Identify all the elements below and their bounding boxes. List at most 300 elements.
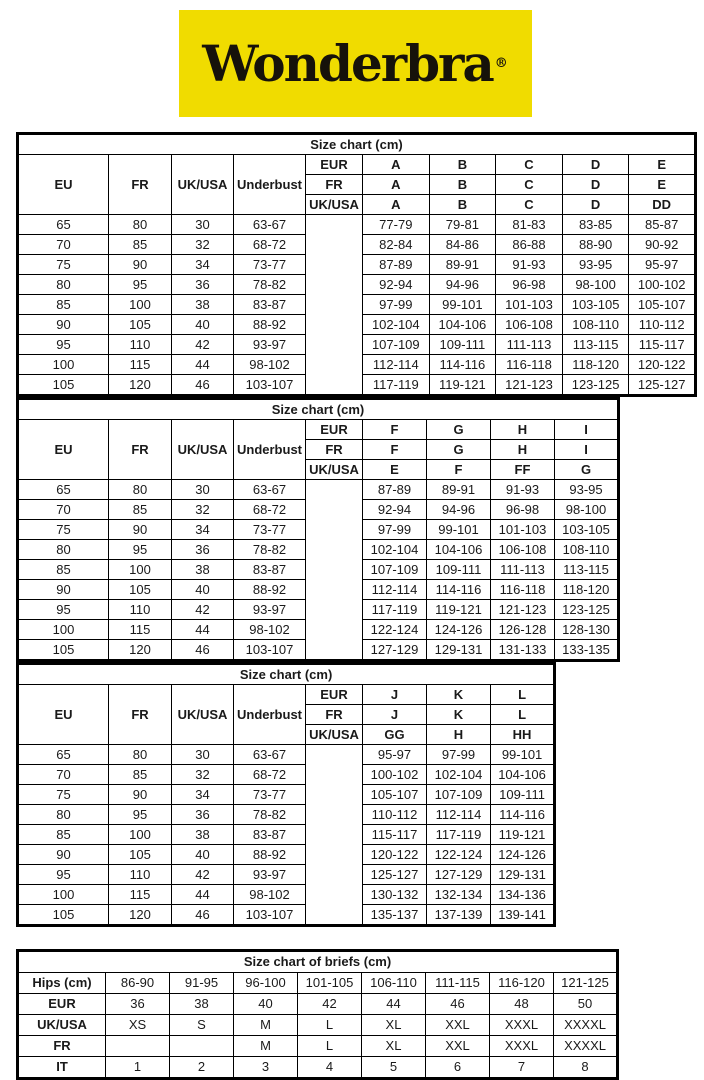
eu-size-cell: 80 — [18, 805, 109, 825]
cup-size-header: K — [427, 705, 491, 725]
eu-size-cell: 95 — [18, 865, 109, 885]
briefs-row — [18, 1015, 618, 1036]
bust-range-cell: 120-122 — [363, 845, 427, 865]
bust-range-cell: 127-129 — [427, 865, 491, 885]
eu-size-cell: 100 — [18, 355, 109, 375]
briefs-size-cell: 7 — [490, 1057, 554, 1079]
bust-range-cell: 128-130 — [555, 620, 619, 640]
bust-range-cell: 94-96 — [429, 275, 496, 295]
uk-usa-size-cell: 34 — [172, 785, 234, 805]
cup-size-header: H — [491, 440, 555, 460]
bust-range-cell: 117-119 — [427, 825, 491, 845]
column-header: UK/USA — [172, 155, 234, 215]
chart-title: Size chart of briefs (cm) — [18, 951, 618, 973]
row-label: UK/USA — [18, 1015, 106, 1036]
fr-size-cell: 95 — [109, 540, 172, 560]
chart-title: Size chart (cm) — [18, 134, 696, 155]
fr-size-cell: 105 — [109, 580, 172, 600]
briefs-size-cell: 1 — [106, 1057, 170, 1079]
bust-range-cell: 118-120 — [555, 580, 619, 600]
size-row — [18, 805, 555, 825]
uk-usa-size-cell: 38 — [172, 560, 234, 580]
briefs-size-cell: XL — [362, 1015, 426, 1036]
underbust-range-cell: 73-77 — [234, 785, 306, 805]
cup-size-header: G — [427, 420, 491, 440]
cup-size-header: C — [496, 175, 563, 195]
underbust-range-cell: 93-97 — [234, 600, 306, 620]
spacer-cell — [306, 745, 363, 926]
bust-range-cell: 101-103 — [496, 295, 563, 315]
bust-range-cell: 125-127 — [629, 375, 696, 396]
cup-size-header: E — [629, 175, 696, 195]
bust-range-cell: 81-83 — [496, 215, 563, 235]
fr-size-cell: 100 — [109, 295, 172, 315]
bust-range-cell: 106-108 — [491, 540, 555, 560]
bust-range-cell: 104-106 — [429, 315, 496, 335]
uk-usa-size-cell: 44 — [172, 620, 234, 640]
bust-range-cell: 102-104 — [363, 315, 430, 335]
bust-range-cell: 110-112 — [363, 805, 427, 825]
briefs-size-cell: 121-125 — [554, 973, 618, 994]
bust-range-cell: 139-141 — [491, 905, 555, 926]
cup-size-header: F — [363, 440, 427, 460]
bust-range-cell: 91-93 — [491, 480, 555, 500]
briefs-row — [18, 994, 618, 1015]
bust-range-cell: 109-111 — [429, 335, 496, 355]
size-row — [18, 215, 696, 235]
briefs-size-cell: 42 — [298, 994, 362, 1015]
fr-size-cell: 110 — [109, 865, 172, 885]
bust-range-cell: 120-122 — [629, 355, 696, 375]
fr-size-cell: 115 — [109, 620, 172, 640]
bust-range-cell: 107-109 — [363, 560, 427, 580]
briefs-chart-container — [16, 949, 694, 1080]
cup-size-header: D — [562, 175, 629, 195]
fr-size-cell: 115 — [109, 885, 172, 905]
underbust-range-cell: 98-102 — [234, 620, 306, 640]
column-header: EU — [18, 685, 109, 745]
registered-trademark-icon: ® — [494, 56, 508, 71]
cup-size-header: A — [363, 195, 430, 215]
column-header: UK/USA — [172, 685, 234, 745]
briefs-size-cell: XL — [362, 1036, 426, 1057]
bust-range-cell: 111-113 — [496, 335, 563, 355]
underbust-range-cell: 88-92 — [234, 580, 306, 600]
bust-range-cell: 112-114 — [427, 805, 491, 825]
cup-size-header: D — [562, 195, 629, 215]
bust-range-cell: 126-128 — [491, 620, 555, 640]
cup-size-header: L — [491, 685, 555, 705]
fr-size-cell: 105 — [109, 315, 172, 335]
fr-size-cell: 90 — [109, 785, 172, 805]
bust-range-cell: 122-124 — [363, 620, 427, 640]
bust-range-cell: 98-100 — [555, 500, 619, 520]
fr-size-cell: 95 — [109, 805, 172, 825]
cup-size-header: C — [496, 195, 563, 215]
bust-range-cell: 86-88 — [496, 235, 563, 255]
bust-range-cell: 130-132 — [363, 885, 427, 905]
bust-range-cell: 97-99 — [427, 745, 491, 765]
briefs-row — [18, 1036, 618, 1057]
bust-range-cell: 119-121 — [429, 375, 496, 396]
bust-range-cell: 87-89 — [363, 255, 430, 275]
bust-range-cell: 84-86 — [429, 235, 496, 255]
bust-range-cell: 107-109 — [427, 785, 491, 805]
briefs-size-cell: XXXL — [490, 1036, 554, 1057]
uk-usa-size-cell: 30 — [172, 215, 234, 235]
underbust-range-cell: 93-97 — [234, 865, 306, 885]
fr-size-cell: 100 — [109, 560, 172, 580]
bust-range-cell: 95-97 — [629, 255, 696, 275]
bust-range-cell: 102-104 — [427, 765, 491, 785]
bust-range-cell: 97-99 — [363, 520, 427, 540]
underbust-range-cell: 78-82 — [234, 275, 306, 295]
region-label: FR — [306, 705, 363, 725]
bust-range-cell: 121-123 — [491, 600, 555, 620]
underbust-range-cell: 93-97 — [234, 335, 306, 355]
briefs-size-cell: 44 — [362, 994, 426, 1015]
bust-range-cell: 132-134 — [427, 885, 491, 905]
bust-range-cell: 96-98 — [491, 500, 555, 520]
eu-size-cell: 65 — [18, 215, 109, 235]
uk-usa-size-cell: 34 — [172, 255, 234, 275]
eu-size-cell: 75 — [18, 785, 109, 805]
briefs-size-cell: L — [298, 1015, 362, 1036]
cup-size-header: L — [491, 705, 555, 725]
region-label: EUR — [306, 420, 363, 440]
column-header: EU — [18, 155, 109, 215]
bust-range-cell: 114-116 — [429, 355, 496, 375]
bust-range-cell: 108-110 — [562, 315, 629, 335]
underbust-range-cell: 63-67 — [234, 480, 306, 500]
bust-range-cell: 109-111 — [491, 785, 555, 805]
region-label: UK/USA — [306, 195, 363, 215]
bust-range-cell: 97-99 — [363, 295, 430, 315]
bust-range-cell: 124-126 — [427, 620, 491, 640]
bust-range-cell: 129-131 — [427, 640, 491, 661]
fr-size-cell: 120 — [109, 375, 172, 396]
briefs-size-cell: 86-90 — [106, 973, 170, 994]
cup-size-header: G — [427, 440, 491, 460]
bust-range-cell: 85-87 — [629, 215, 696, 235]
fr-size-cell: 110 — [109, 600, 172, 620]
bra-charts-container — [16, 132, 694, 927]
eu-size-cell: 85 — [18, 295, 109, 315]
size-row — [18, 785, 555, 805]
briefs-size-cell: M — [234, 1015, 298, 1036]
fr-size-cell: 100 — [109, 825, 172, 845]
fr-size-cell: 120 — [109, 640, 172, 661]
cup-size-header: A — [363, 155, 430, 175]
eu-size-cell: 90 — [18, 315, 109, 335]
eu-size-cell: 100 — [18, 620, 109, 640]
logo-wordmark: Wonderbra — [202, 33, 493, 93]
briefs-row — [18, 973, 618, 994]
underbust-range-cell: 103-107 — [234, 905, 306, 926]
eu-size-cell: 90 — [18, 580, 109, 600]
bust-range-cell: 127-129 — [363, 640, 427, 661]
cup-size-header: I — [555, 420, 619, 440]
bust-range-cell: 100-102 — [629, 275, 696, 295]
cup-size-header: H — [491, 420, 555, 440]
bust-range-cell: 88-90 — [562, 235, 629, 255]
cup-size-header: K — [427, 685, 491, 705]
bust-range-cell: 91-93 — [496, 255, 563, 275]
spacer-cell — [306, 215, 363, 396]
region-label: UK/USA — [306, 725, 363, 745]
column-header: UK/USA — [172, 420, 234, 480]
briefs-size-table — [16, 949, 619, 1080]
briefs-size-cell: XXXL — [490, 1015, 554, 1036]
briefs-size-cell: S — [170, 1015, 234, 1036]
underbust-range-cell: 68-72 — [234, 235, 306, 255]
bust-range-cell: 114-116 — [491, 805, 555, 825]
bust-range-cell: 111-113 — [491, 560, 555, 580]
bust-range-cell: 115-117 — [363, 825, 427, 845]
bust-range-cell: 109-111 — [427, 560, 491, 580]
briefs-size-cell: 101-105 — [298, 973, 362, 994]
cup-size-header: B — [429, 195, 496, 215]
underbust-range-cell: 63-67 — [234, 745, 306, 765]
cup-size-header: B — [429, 175, 496, 195]
fr-size-cell: 85 — [109, 235, 172, 255]
region-label: EUR — [306, 155, 363, 175]
bust-range-cell: 100-102 — [363, 765, 427, 785]
fr-size-cell: 80 — [109, 745, 172, 765]
row-label: IT — [18, 1057, 106, 1079]
bust-range-cell: 113-115 — [562, 335, 629, 355]
bust-range-cell: 122-124 — [427, 845, 491, 865]
bust-range-cell: 99-101 — [427, 520, 491, 540]
column-header: FR — [109, 685, 172, 745]
bust-range-cell: 104-106 — [491, 765, 555, 785]
fr-size-cell: 85 — [109, 765, 172, 785]
bust-range-cell: 105-107 — [629, 295, 696, 315]
underbust-range-cell: 68-72 — [234, 765, 306, 785]
bust-range-cell: 103-105 — [562, 295, 629, 315]
bust-range-cell: 96-98 — [496, 275, 563, 295]
briefs-size-cell: 4 — [298, 1057, 362, 1079]
fr-size-cell: 90 — [109, 255, 172, 275]
uk-usa-size-cell: 32 — [172, 235, 234, 255]
underbust-range-cell: 103-107 — [234, 640, 306, 661]
bust-range-cell: 94-96 — [427, 500, 491, 520]
fr-size-cell: 95 — [109, 275, 172, 295]
eu-size-cell: 95 — [18, 335, 109, 355]
row-label: Hips (cm) — [18, 973, 106, 994]
cup-size-header: H — [427, 725, 491, 745]
region-label: UK/USA — [306, 460, 363, 480]
uk-usa-size-cell: 42 — [172, 335, 234, 355]
briefs-size-cell: XXXXL — [554, 1015, 618, 1036]
uk-usa-size-cell: 30 — [172, 480, 234, 500]
uk-usa-size-cell: 36 — [172, 275, 234, 295]
uk-usa-size-cell: 42 — [172, 600, 234, 620]
briefs-size-cell: 106-110 — [362, 973, 426, 994]
eu-size-cell: 105 — [18, 640, 109, 661]
eu-size-cell: 100 — [18, 885, 109, 905]
bust-range-cell: 77-79 — [363, 215, 430, 235]
eu-size-cell: 70 — [18, 765, 109, 785]
eu-size-cell: 70 — [18, 500, 109, 520]
uk-usa-size-cell: 38 — [172, 825, 234, 845]
uk-usa-size-cell: 36 — [172, 540, 234, 560]
row-label: EUR — [18, 994, 106, 1015]
eu-size-cell: 65 — [18, 745, 109, 765]
eu-size-cell: 90 — [18, 845, 109, 865]
uk-usa-size-cell: 32 — [172, 500, 234, 520]
bust-range-cell: 93-95 — [555, 480, 619, 500]
row-label: FR — [18, 1036, 106, 1057]
bust-range-cell: 102-104 — [363, 540, 427, 560]
bust-range-cell: 119-121 — [491, 825, 555, 845]
bust-range-cell: 92-94 — [363, 275, 430, 295]
column-header: FR — [109, 420, 172, 480]
bust-range-cell: 125-127 — [363, 865, 427, 885]
cup-size-header: G — [555, 460, 619, 480]
briefs-size-cell: 6 — [426, 1057, 490, 1079]
underbust-range-cell: 83-87 — [234, 295, 306, 315]
cup-size-header: E — [363, 460, 427, 480]
bust-range-cell: 117-119 — [363, 375, 430, 396]
size-row — [18, 845, 555, 865]
bra-size-table-1 — [16, 132, 697, 397]
briefs-size-cell: 3 — [234, 1057, 298, 1079]
underbust-range-cell: 83-87 — [234, 825, 306, 845]
column-header: Underbust — [234, 685, 306, 745]
briefs-size-cell: M — [234, 1036, 298, 1057]
fr-size-cell: 90 — [109, 520, 172, 540]
bust-range-cell: 116-118 — [491, 580, 555, 600]
bust-range-cell: 87-89 — [363, 480, 427, 500]
fr-size-cell: 80 — [109, 215, 172, 235]
bust-range-cell: 108-110 — [555, 540, 619, 560]
briefs-size-cell: XXL — [426, 1036, 490, 1057]
eu-size-cell: 70 — [18, 235, 109, 255]
eu-size-cell: 95 — [18, 600, 109, 620]
cup-size-header: C — [496, 155, 563, 175]
bust-range-cell: 99-101 — [429, 295, 496, 315]
briefs-size-cell: 5 — [362, 1057, 426, 1079]
briefs-size-cell: XXL — [426, 1015, 490, 1036]
cup-size-header: GG — [363, 725, 427, 745]
bust-range-cell: 92-94 — [363, 500, 427, 520]
fr-size-cell: 85 — [109, 500, 172, 520]
bust-range-cell: 114-116 — [427, 580, 491, 600]
briefs-size-cell: 8 — [554, 1057, 618, 1079]
cup-size-header: J — [363, 685, 427, 705]
cup-size-header: DD — [629, 195, 696, 215]
bust-range-cell: 95-97 — [363, 745, 427, 765]
eu-size-cell: 105 — [18, 905, 109, 926]
fr-size-cell: 115 — [109, 355, 172, 375]
size-row — [18, 905, 555, 926]
briefs-size-cell: XXXXL — [554, 1036, 618, 1057]
bust-range-cell: 105-107 — [363, 785, 427, 805]
fr-size-cell: 110 — [109, 335, 172, 355]
uk-usa-size-cell: 44 — [172, 355, 234, 375]
underbust-range-cell: 73-77 — [234, 520, 306, 540]
briefs-size-cell: 38 — [170, 994, 234, 1015]
bust-range-cell: 135-137 — [363, 905, 427, 926]
underbust-range-cell: 98-102 — [234, 355, 306, 375]
bra-size-table-2 — [16, 397, 620, 662]
briefs-size-cell: 50 — [554, 994, 618, 1015]
uk-usa-size-cell: 46 — [172, 640, 234, 661]
bra-size-table-3 — [16, 662, 556, 927]
bust-range-cell: 117-119 — [363, 600, 427, 620]
briefs-size-cell: XS — [106, 1015, 170, 1036]
bust-range-cell: 119-121 — [427, 600, 491, 620]
cup-size-header: FF — [491, 460, 555, 480]
bust-range-cell: 93-95 — [562, 255, 629, 275]
uk-usa-size-cell: 30 — [172, 745, 234, 765]
uk-usa-size-cell: 38 — [172, 295, 234, 315]
bust-range-cell: 103-105 — [555, 520, 619, 540]
briefs-row — [18, 1057, 618, 1079]
bust-range-cell: 101-103 — [491, 520, 555, 540]
underbust-range-cell: 73-77 — [234, 255, 306, 275]
underbust-range-cell: 68-72 — [234, 500, 306, 520]
uk-usa-size-cell: 44 — [172, 885, 234, 905]
underbust-range-cell: 98-102 — [234, 885, 306, 905]
bust-range-cell: 129-131 — [491, 865, 555, 885]
briefs-size-cell: 36 — [106, 994, 170, 1015]
bust-range-cell: 137-139 — [427, 905, 491, 926]
briefs-size-cell: 96-100 — [234, 973, 298, 994]
column-header: EU — [18, 420, 109, 480]
bust-range-cell: 133-135 — [555, 640, 619, 661]
eu-size-cell: 65 — [18, 480, 109, 500]
bust-range-cell: 112-114 — [363, 580, 427, 600]
cup-size-header: B — [429, 155, 496, 175]
cup-size-header: E — [629, 155, 696, 175]
bust-range-cell: 118-120 — [562, 355, 629, 375]
underbust-range-cell: 78-82 — [234, 805, 306, 825]
wonderbra-logo — [179, 10, 532, 117]
eu-size-cell: 85 — [18, 560, 109, 580]
briefs-size-cell: 91-95 — [170, 973, 234, 994]
bust-range-cell: 107-109 — [363, 335, 430, 355]
cup-size-header: F — [363, 420, 427, 440]
column-header: Underbust — [234, 420, 306, 480]
chart-title: Size chart (cm) — [18, 399, 619, 420]
underbust-range-cell: 78-82 — [234, 540, 306, 560]
uk-usa-size-cell: 40 — [172, 315, 234, 335]
bust-range-cell: 121-123 — [496, 375, 563, 396]
cup-size-header: A — [363, 175, 430, 195]
bust-range-cell: 123-125 — [555, 600, 619, 620]
underbust-range-cell: 88-92 — [234, 315, 306, 335]
briefs-size-cell: 116-120 — [490, 973, 554, 994]
bust-range-cell: 90-92 — [629, 235, 696, 255]
underbust-range-cell: 83-87 — [234, 560, 306, 580]
cup-size-header: F — [427, 460, 491, 480]
underbust-range-cell: 88-92 — [234, 845, 306, 865]
chart-title: Size chart (cm) — [18, 664, 555, 685]
column-header: Underbust — [234, 155, 306, 215]
region-label: EUR — [306, 685, 363, 705]
bust-range-cell: 98-100 — [562, 275, 629, 295]
region-label: FR — [306, 175, 363, 195]
uk-usa-size-cell: 40 — [172, 845, 234, 865]
cup-size-header: HH — [491, 725, 555, 745]
bust-range-cell: 134-136 — [491, 885, 555, 905]
eu-size-cell: 80 — [18, 540, 109, 560]
cup-size-header: D — [562, 155, 629, 175]
underbust-range-cell: 63-67 — [234, 215, 306, 235]
uk-usa-size-cell: 40 — [172, 580, 234, 600]
